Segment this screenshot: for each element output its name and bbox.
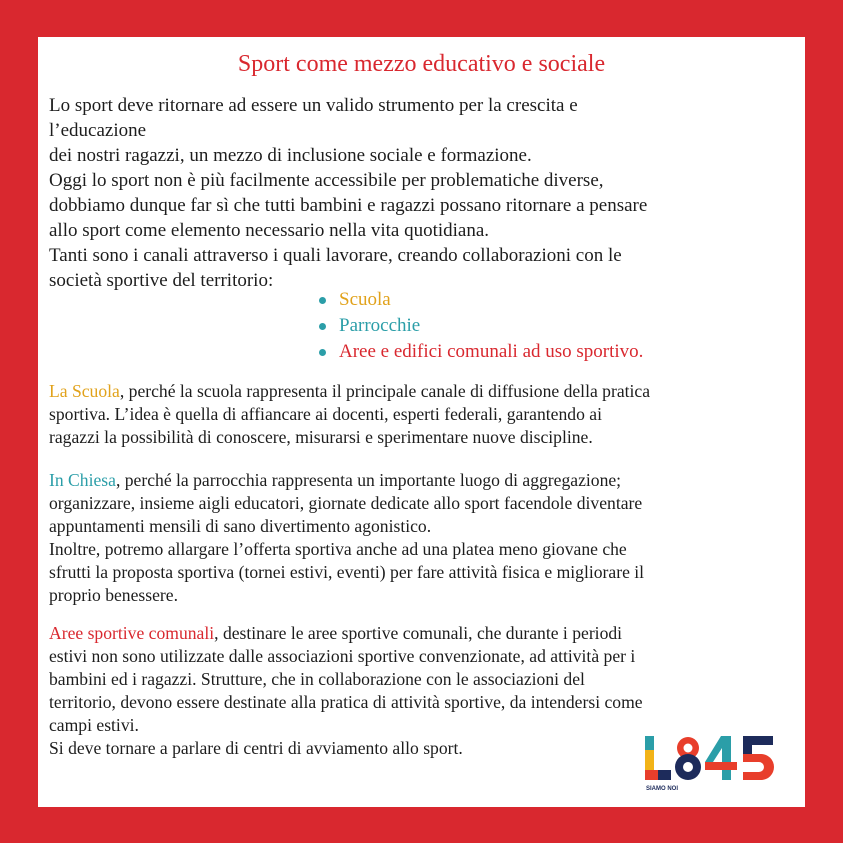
paragraph-line: territorio, devono essere destinate alla pratica di attività sportive, da intendersi come <box>49 692 643 712</box>
paragraph-line: campi estivi. <box>49 715 139 735</box>
list-item-aree: Aree e edifici comunali ad uso sportivo. <box>316 339 643 365</box>
paragraph-line: Si deve tornare a parlare di centri di avviamento allo sport. <box>49 738 463 758</box>
paragraph-line: organizzare, insieme aigli educatori, giornate dedicate allo sport facendole diventare <box>49 493 643 513</box>
list-item-scuola: Scuola <box>316 287 643 313</box>
logo-tagline: SIAMO NOI <box>646 786 679 792</box>
paragraph-line: Inoltre, potremo allargare l’offerta sportiva anche ad una platea meno giovane che <box>49 539 627 559</box>
paragraph-line: La Scuola, perché la scuola rappresenta il principale canale di diffusione della pratica <box>49 381 651 401</box>
paragraph-line: proprio benessere. <box>49 585 178 605</box>
list-item-parrocchie: Parrocchie <box>316 313 643 339</box>
intro-line: l’educazione <box>49 120 147 141</box>
intro-line: Tanti sono i canali attraverso i quali lavorare, creando collaborazioni con le <box>49 245 622 266</box>
paragraph-line: appuntamenti mensili di sano divertimento agonistico. <box>49 516 432 536</box>
chiesa-paragraph <box>49 469 799 607</box>
paragraph-line: bambini ed i ragazzi. Strutture, che in collaborazione con le associazioni del <box>49 669 585 689</box>
intro-line: Oggi lo sport non è più facilmente accessibile per problematiche diverse, <box>49 170 604 191</box>
paragraph-line: Aree sportive comunali, destinare le aree sportive comunali, che durante i periodi <box>49 623 623 643</box>
intro-line: società sportive del territorio: <box>49 270 274 291</box>
intro-line: allo sport come elemento necessario nella vita quotidiana. <box>49 220 490 241</box>
aree-highlight: Aree sportive comunali <box>49 623 215 643</box>
paragraph-line: ragazzi la possibilità di conoscere, misurarsi e sperimentare nuove discipline. <box>49 427 593 447</box>
chiesa-highlight: In Chiesa <box>49 470 116 490</box>
scuola-paragraph <box>49 380 799 449</box>
scuola-highlight: La Scuola <box>49 381 120 401</box>
paragraph-line: sportiva. L’idea è quella di affiancare ai docenti, esperti federali, garantendo ai <box>49 404 602 424</box>
channel-list <box>316 287 643 365</box>
intro-line: Lo sport deve ritornare ad essere un valido strumento per la crescita e <box>49 95 578 116</box>
page-title: Sport come mezzo educativo e sociale <box>237 51 606 77</box>
intro-line: dei nostri ragazzi, un mezzo di inclusione sociale e formazione. <box>49 145 532 166</box>
content-card <box>38 37 805 807</box>
intro-paragraph <box>49 93 799 293</box>
l845-logo <box>643 732 778 794</box>
paragraph-line: sfrutti la proposta sportiva (tornei estivi, eventi) per fare attività fisica e migliorare il <box>49 562 645 582</box>
intro-line: dobbiamo dunque far sì che tutti bambini e ragazzi possano ritornare a pensare <box>49 195 648 216</box>
paragraph-line: estivi non sono utilizzate dalle associazioni sportive convenzionate, ad attività per i <box>49 646 636 666</box>
paragraph-line: In Chiesa, perché la parrocchia rappresenta un importante luogo di aggregazione; <box>49 470 622 490</box>
